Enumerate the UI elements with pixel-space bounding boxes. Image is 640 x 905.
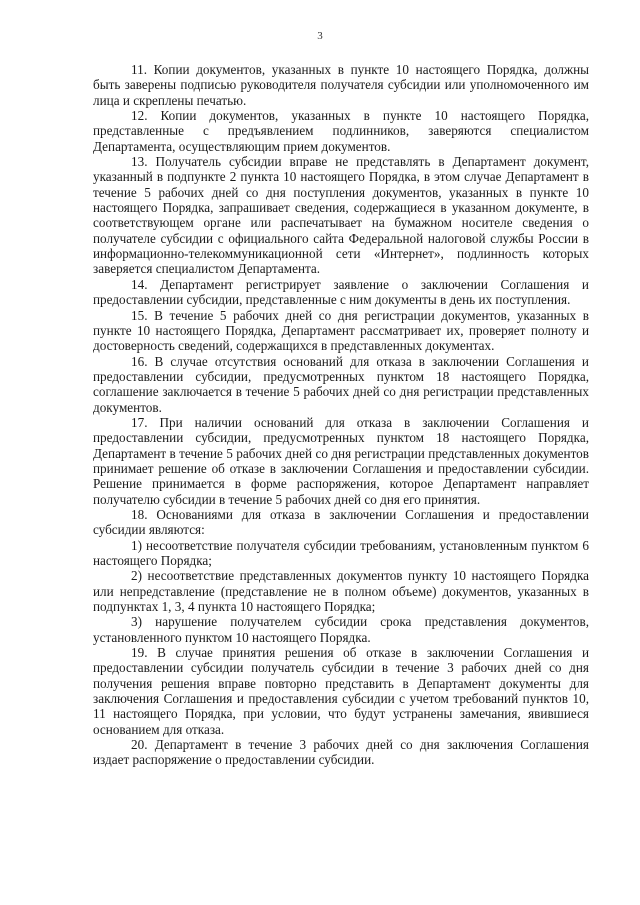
paragraph-18: 18. Основаниями для отказа в заключении Соглашения и предоставлении субсидии являются: bbox=[93, 506, 589, 538]
page-number: 3 bbox=[317, 30, 323, 42]
paragraph-16: 16. В случае отсутствия оснований для отказа в заключении Соглашения и предоставлении субсидии, предусмотренных пунктом 18 настоящего Порядка, соглашение заключается в течение 5 рабочих дней со дня регистрации представленных документов. bbox=[93, 353, 589, 415]
paragraph-17: 17. При наличии оснований для отказа в заключении Соглашения и предоставлении субсидии, предусмотренных пунктом 18 настоящего Порядка, Департамент в течение 5 рабочих дней со дня регистрации представленных документов принимает решение об отказе в заключении Соглашения и предоставлении субсидии. Решение принимается в форме распоряжения, которое Департамент направляет получателю субсидии в течение 5 рабочих дней со дня его принятия. bbox=[93, 414, 589, 507]
document-body bbox=[93, 62, 589, 768]
paragraph-13: 13. Получатель субсидии вправе не представлять в Департамент документ, указанный в подпункте 2 пункта 10 настоящего Порядка, в этом случае Департамент в течение 5 рабочих дней со дня поступления документов, указанных в пункте 10 настоящего Порядка, запрашивает сведения, содержащиеся в указанном документе, в соответствующем органе или распечатывает на бумажном носителе сведения о получателе субсидии с официального сайта Федеральной налоговой службы России в информационно-телекоммуникационной сети «Интернет», подлинность которых заверяется специалистом Департамента. bbox=[93, 154, 589, 277]
paragraph-15: 15. В течение 5 рабочих дней со дня регистрации документов, указанных в пункте 10 настоящего Порядка, Департамент рассматривает их, проверяет полноту и достоверность сведений, содержащихся в представленных документах. bbox=[93, 307, 589, 354]
paragraph-14: 14. Департамент регистрирует заявление о заключении Соглашения и предоставлении субсидии, представленные с ним документы в день их поступления. bbox=[93, 276, 589, 308]
paragraph-11: 11. Копии документов, указанных в пункте 10 настоящего Порядка, должны быть заверены подписью руководителя получателя субсидии или уполномоченного им лица и скреплены печатью. bbox=[93, 62, 589, 108]
paragraph-19: 19. В случае принятия решения об отказе в заключении Соглашения и предоставлении субсидии получатель субсидии в течение 3 рабочих дней со дня получения решения вправе повторно представить в Департамент документы для заключения Соглашения и предоставления субсидии с учетом требований пунктов 10, 11 настоящего Порядка, при условии, что будут устранены замечания, явившиеся основанием для отказа. bbox=[93, 645, 589, 737]
list-item-18-1: 1) несоответствие получателя субсидии требованиям, установленным пунктом 6 настоящего Порядка; bbox=[93, 537, 589, 568]
list-item-18-3: 3) нарушение получателем субсидии срока представления документов, установленного пунктом 10 настоящего Порядка. bbox=[93, 614, 589, 645]
paragraph-12: 12. Копии документов, указанных в пункте 10 настоящего Порядка, представленные с предъявлением подлинников, заверяются специалистом Департамента, осуществляющим прием документов. bbox=[93, 108, 589, 154]
list-item-18-2: 2) несоответствие представленных документов пункту 10 настоящего Порядка или непредставление (представление не в полном объеме) документов, указанных в подпунктах 1, 3, 4 пункта 10 настоящего Порядка; bbox=[93, 568, 589, 615]
paragraph-20: 20. Департамент в течение 3 рабочих дней со дня заключения Соглашения издает распоряжение о предоставлении субсидии. bbox=[93, 737, 589, 768]
